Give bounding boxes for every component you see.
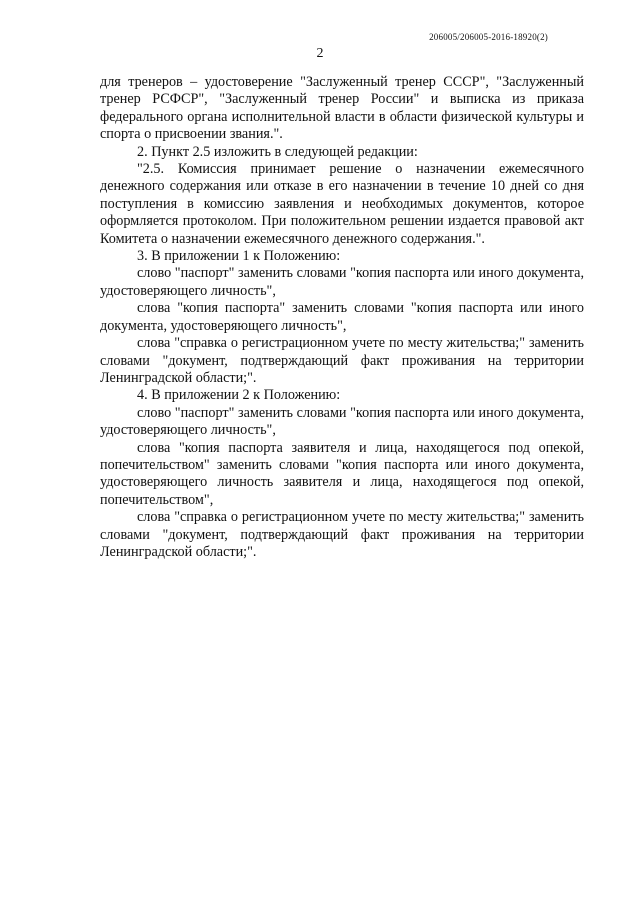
document-reference-number: 206005/206005-2016-18920(2) [429, 32, 548, 42]
document-body [100, 74, 584, 561]
paragraph-app2-registration: слова "справка о регистрационном учете по месту жительства;" заменить словами "документ, подтверждающий факт проживания на территории Ленинградской области;". [100, 509, 584, 560]
paragraph-app1-passport-copy: слова "копия паспорта" заменить словами "копия паспорта или иного документа, удостоверяющего личность", [100, 300, 584, 334]
paragraph-item-2: 2. Пункт 2.5 изложить в следующей редакции: [137, 143, 418, 160]
paragraph-item-2-5-text: "2.5. Комиссия принимает решение о назначении ежемесячного денежного содержания или отказе в его назначении в течение 10 дней со дня поступления в комиссию заявления и необходимых документов, которое оформляется протоколом. При положительном решении издается правовой акт Комитета о назначении ежемесячного денежного содержания.". [100, 161, 584, 247]
paragraph-app1-registration: слова "справка о регистрационном учете по месту жительства;" заменить словами "документ, подтверждающий факт проживания на территории Ленинградской области;". [100, 335, 584, 386]
page-number: 2 [316, 46, 324, 61]
paragraph-item-4: 4. В приложении 2 к Положению: [137, 387, 341, 404]
paragraph-app1-passport: слово "паспорт" заменить словами "копия паспорта или иного документа, удостоверяющего личность", [100, 265, 584, 299]
paragraph-item-3: 3. В приложении 1 к Положению: [137, 248, 341, 265]
paragraph-app2-passport-copy: слова "копия паспорта заявителя и лица, находящегося под опекой, попечительством" заменить словами "копия паспорта или иного документа, удостоверяющего личность заявителя и лица, находящегося под опекой, попечительством", [100, 439, 584, 508]
paragraph-trainers-continuation: для тренеров – удостоверение "Заслуженный тренер СССР", "Заслуженный тренер РСФСР", "Заслуженный тренер России" и выписка из приказа федерального органа исполнительной власти в области физической культуры и спорта о присвоении звания.". [100, 74, 584, 143]
paragraph-app2-passport: слово "паспорт" заменить словами "копия паспорта или иного документа, удостоверяющего личность", [100, 404, 584, 439]
